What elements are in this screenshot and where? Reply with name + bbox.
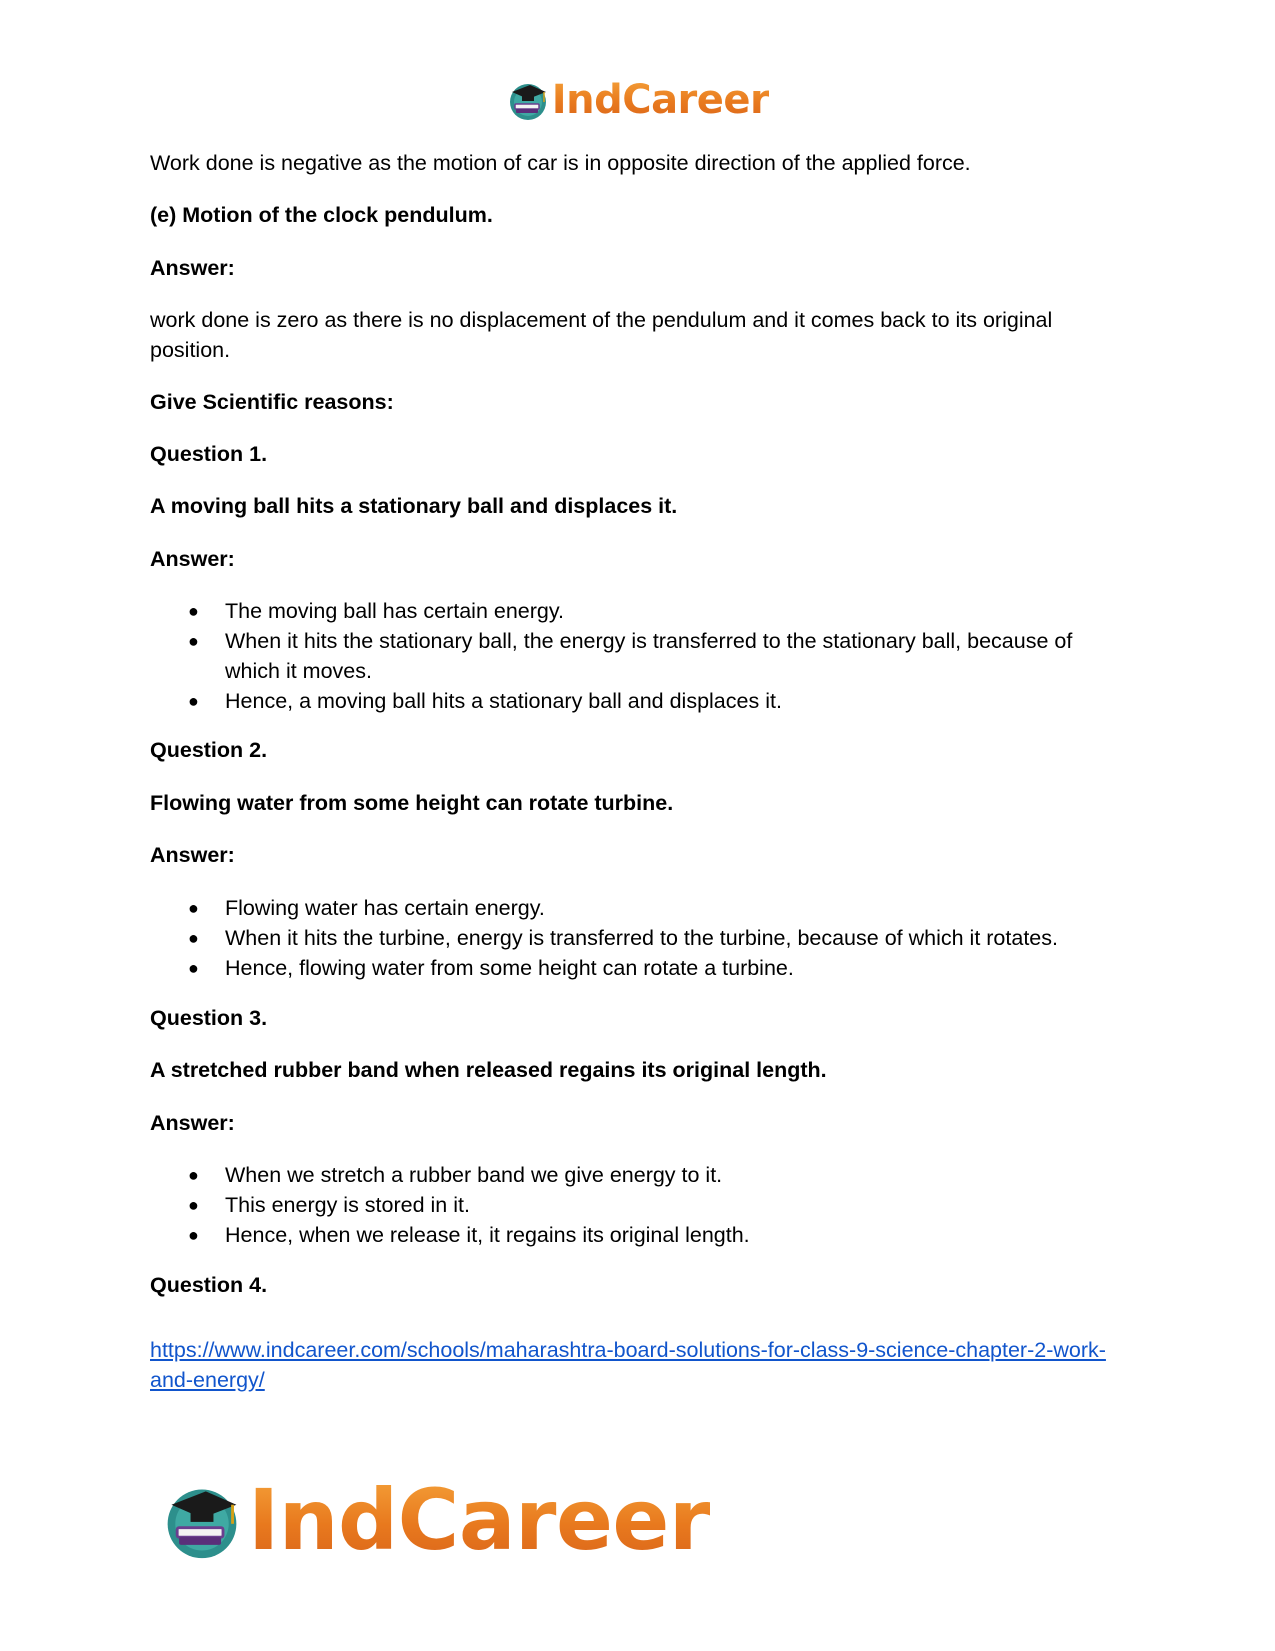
subquestion-e-heading: (e) Motion of the clock pendulum. xyxy=(150,203,493,227)
bullet-icon: ● xyxy=(188,898,199,918)
list-item: ● The moving ball has certain energy. xyxy=(150,596,1130,626)
source-url-link[interactable]: https://www.indcareer.com/schools/maharashtra-board-solutions-for-class-9-science-chapter-2-work-and-energy/ xyxy=(150,1338,1106,1392)
bullet-icon: ● xyxy=(188,1225,199,1245)
question-2-answer-list xyxy=(150,893,1130,983)
question-2-answer-label: Answer: xyxy=(150,843,235,867)
bullet-icon: ● xyxy=(188,928,199,948)
answer-label: Answer: xyxy=(150,256,235,280)
list-item: ● When it hits the stationary ball, the energy is transferred to the stationary ball, because of which it moves. xyxy=(150,626,1130,686)
bullet-icon: ● xyxy=(188,631,199,651)
graduation-cap-book-icon xyxy=(160,1478,244,1562)
list-item: ● When we stretch a rubber band we give energy to it. xyxy=(150,1160,1130,1190)
bullet-icon: ● xyxy=(188,1195,199,1215)
question-3-answer-label: Answer: xyxy=(150,1111,235,1135)
list-item: ● Hence, flowing water from some height can rotate a turbine. xyxy=(150,953,1130,983)
graduation-cap-book-icon xyxy=(506,78,550,122)
question-3-answer-list xyxy=(150,1160,1130,1250)
bullet-icon: ● xyxy=(188,958,199,978)
bullet-icon: ● xyxy=(188,601,199,621)
header-logo xyxy=(0,76,1275,124)
question-1-answer-list xyxy=(150,596,1130,716)
question-1-label: Question 1. xyxy=(150,442,268,466)
list-item: ● Hence, when we release it, it regains its original length. xyxy=(150,1220,1130,1250)
question-2-title: Flowing water from some height can rotate turbine. xyxy=(150,791,674,815)
paragraph-work-negative: Work done is negative as the motion of car is in opposite direction of the applied force. xyxy=(150,151,971,175)
footer-logo xyxy=(160,1472,710,1568)
bullet-icon: ● xyxy=(188,691,199,711)
question-3-label: Question 3. xyxy=(150,1006,268,1030)
footer-link-paragraph xyxy=(150,1335,1110,1395)
list-item: ● Flowing water has certain energy. xyxy=(150,893,1130,923)
section-heading-scientific-reasons: Give Scientific reasons: xyxy=(150,390,394,414)
question-3-title: A stretched rubber band when released regains its original length. xyxy=(150,1058,827,1082)
brand-logo-text: IndCareer xyxy=(551,77,770,123)
list-item: ● When it hits the turbine, energy is transferred to the turbine, because of which it rotates. xyxy=(150,923,1130,953)
question-1-title: A moving ball hits a stationary ball and displaces it. xyxy=(150,494,678,518)
question-4-label: Question 4. xyxy=(150,1273,268,1297)
brand-logo-text: IndCareer xyxy=(248,1471,710,1569)
question-1-answer-label: Answer: xyxy=(150,547,235,571)
question-2-label: Question 2. xyxy=(150,738,268,762)
list-item: ● Hence, a moving ball hits a stationary ball and displaces it. xyxy=(150,686,1130,716)
bullet-icon: ● xyxy=(188,1165,199,1185)
paragraph-e-answer: work done is zero as there is no displacement of the pendulum and it comes back to its original position. xyxy=(150,308,1053,362)
list-item: ● This energy is stored in it. xyxy=(150,1190,1130,1220)
